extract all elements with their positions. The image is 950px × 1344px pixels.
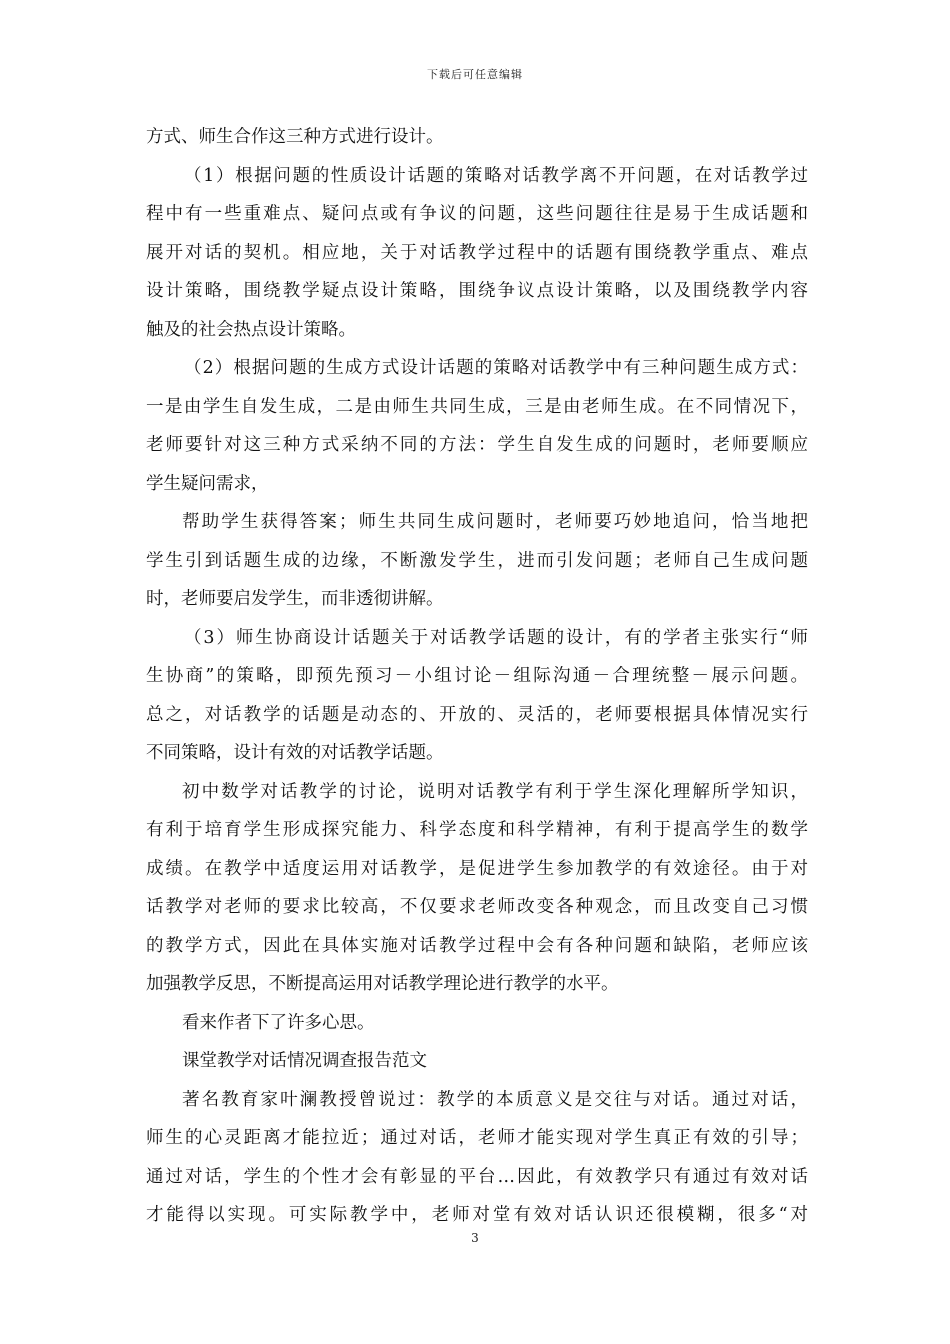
paragraph-line: 加强教学反思，不断提高运用对话教学理论进行教学的水平。 <box>146 974 619 994</box>
paragraph-line: 著名教育家叶澜教授曾说过：教学的本质意义是交往与对话。通过对话， <box>182 1089 808 1110</box>
paragraph-line: 通过对话，学生的个性才会有彰显的平台…因此，有效教学只有通过有效对话 <box>146 1166 808 1187</box>
paragraph-line: 的教学方式，因此在具体实施对话教学过程中会有各种问题和缺陷，老师应该 <box>146 935 808 956</box>
paragraph-line: 程中有一些重难点、疑问点或有争议的问题，这些问题往往是易于生成话题和 <box>146 204 808 224</box>
paragraph-line: 一是由学生自发生成，二是由师生共同生成，三是由老师生成。在不同情况下， <box>146 396 808 417</box>
paragraph-line: 有利于培育学生形成探究能力、科学态度和科学精神，有利于提高学生的数学 <box>146 820 808 840</box>
page-number: 3 <box>471 1231 479 1245</box>
section-heading: 课堂教学对话情况调查报告范文 <box>182 1051 427 1071</box>
paragraph-line: 成绩。在教学中适度运用对话教学，是促进学生参加教学的有效途径。由于对 <box>146 858 808 879</box>
paragraph-line: 方式、师生合作这三种方式进行设计。 <box>146 127 444 147</box>
paragraph-line: 看来作者下了许多心思。 <box>182 1012 375 1033</box>
paragraph-line: （1）根据问题的性质设计话题的策略对话教学离不开问题，在对话教学过 <box>184 165 808 186</box>
paragraph-line: 初中数学对话教学的讨论，说明对话教学有利于学生深化理解所学知识， <box>182 781 808 802</box>
paragraph-line: 触及的社会热点设计策略。 <box>146 319 356 340</box>
paragraph-line: 老师要针对这三种方式采纳不同的方法：学生自发生成的问题时，老师要顺应 <box>146 435 808 455</box>
document-body <box>146 118 808 1235</box>
paragraph-line: 时，老师要启发学生，而非透彻讲解。 <box>146 589 444 609</box>
paragraph-line: 不同策略，设计有效的对话教学话题。 <box>146 743 444 763</box>
paragraph-line: 话教学对老师的要求比较高，不仅要求老师改变各种观念，而且改变自己习惯 <box>146 897 808 917</box>
paragraph-line: 学生疑问需求， <box>146 473 269 494</box>
paragraph-line: 设计策略，围绕教学疑点设计策略，围绕争议点设计策略，以及围绕教学内容 <box>146 281 808 301</box>
page-header: 下载后可任意编辑 <box>427 68 523 81</box>
paragraph-line: 师生的心灵距离才能拉近；通过对话，老师才能实现对学生真正有效的引导； <box>146 1128 808 1148</box>
paragraph-line: 展开对话的契机。相应地，关于对话教学过程中的话题有围绕教学重点、难点 <box>146 242 808 263</box>
paragraph-line: （2）根据问题的生成方式设计话题的策略对话教学中有三种问题生成方式： <box>184 358 808 378</box>
paragraph-line: 生协商”的策略，即预先预习－小组讨论－组际沟通－合理统整－展示问题。 <box>146 666 808 686</box>
paragraph-line: 总之，对话教学的话题是动态的、开放的、灵活的，老师要根据具体情况实行 <box>146 704 808 725</box>
paragraph-line: 才能得以实现。可实际教学中，老师对堂有效对话认识还很模糊，很多“对 <box>146 1205 808 1225</box>
paragraph-line: （3）师生协商设计话题关于对话教学话题的设计，有的学者主张实行“师 <box>184 627 808 648</box>
paragraph-line: 帮助学生获得答案；师生共同生成问题时，老师要巧妙地追问，恰当地把 <box>182 512 808 532</box>
paragraph-line: 学生引到话题生成的边缘，不断激发学生，进而引发问题；老师自己生成问题 <box>146 550 808 571</box>
